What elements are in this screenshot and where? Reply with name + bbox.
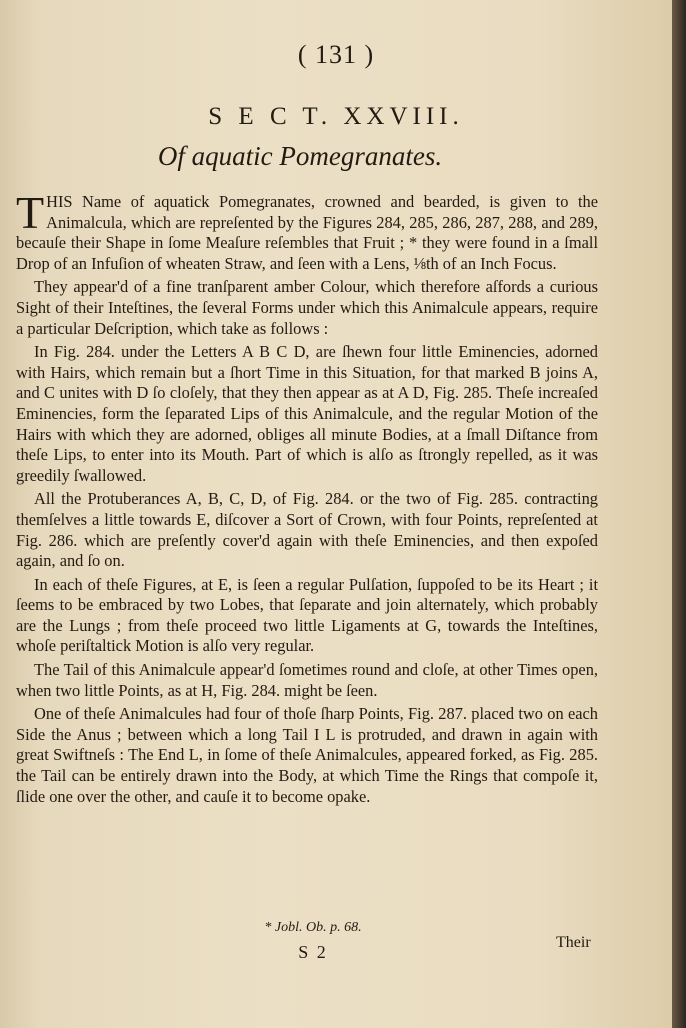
paragraph-7: One of theſe Animalcules had four of thoſe ſharp Points, Fig. 287. placed two on each Side the Anus ; between which a long Tail I L is protruded, and drawn in again with great Swiftneſs : The End L, in ſome of theſe Animalcules, appeared forked, as Fig. 285. the Tail can be entirely drawn into the Body, at which Time the Rings that compoſe it, ſlide one over the other, and cauſe it to become opake. bbox=[16, 704, 598, 806]
paragraph-2: They appear'd of a fine tranſparent amber Colour, which therefore aſfords a curious Sight of their Inteſtines, the ſeveral Forms under which this Animalcule appears, require a particular Deſcription, which take as follows : bbox=[16, 277, 598, 338]
page-number: ( 131 ) bbox=[297, 40, 375, 69]
drop-cap: T bbox=[16, 187, 45, 238]
paragraph-3: In Fig. 284. under the Letters A B C D, are ſhewn four little Eminencies, adorned with Hairs, which remain but a ſhort Time in this Situation, for that marked B joins A, and C unites with D ſo cloſely, that they then appear as at A D, Fig. 285. Theſe increaſed Eminencies, form the ſeparated Lips of this Animalcule, and the regular Motion of the Hairs with which they are adorned, obliges all minute Bodies, at a ſmall Diſtance from theſe Lips, to enter into its Mouth. Part of which is alſo as ſtrongly repelled, as it was greedily ſwallowed. bbox=[16, 342, 598, 485]
paragraph-1 bbox=[16, 187, 598, 274]
paragraph-text: HIS Name of aquatick Pomegranates, crowned and bearded, is given to the Animalcula, which are repreſented by the Figures 284, 285, 286, 287, 288, and 289, becauſe their Shape in ſome Meaſure reſembles that Fruit ; * they were found in a ſmall Drop of an Infuſion of wheaten Straw, and ſeen with a Lens, ⅛th of an Inch Focus. bbox=[16, 192, 598, 273]
paragraph-4: All the Protuberances A, B, C, D, of Fig. 284. or the two of Fig. 285. contracting themſelves a little towards E, diſcover a Sort of Crown, with four Points, repreſented at Fig. 286. which are preſently cover'd again with theſe Eminencies, and then expoſed again, and ſo on. bbox=[16, 489, 598, 571]
section-heading: S E C T. XXVIII. bbox=[208, 103, 464, 130]
footnote: * Jobl. Ob. p. 68. bbox=[264, 920, 362, 935]
paragraph-6: The Tail of this Animalcule appear'd ſometimes round and cloſe, at other Times open, when two little Points, as at H, Fig. 284. might be ſeen. bbox=[16, 660, 598, 700]
signature-mark: S 2 bbox=[298, 942, 328, 962]
chapter-title: Of aquatic Pomegranates. bbox=[157, 141, 443, 171]
catchword: Their bbox=[556, 934, 591, 951]
body-text bbox=[16, 187, 598, 810]
paragraph-5: In each of theſe Figures, at E, is ſeen a regular Pulſation, ſuppoſed to be its Heart ; it ſeems to be embraced by two Lobes, that ſeparate and join alternately, which probably are the Lungs ; from theſe proceed two little Ligaments at G, towards the Inteſtines, whoſe periſtaltick Motion is alſo very regular. bbox=[16, 574, 598, 656]
page-edge bbox=[672, 0, 686, 1028]
